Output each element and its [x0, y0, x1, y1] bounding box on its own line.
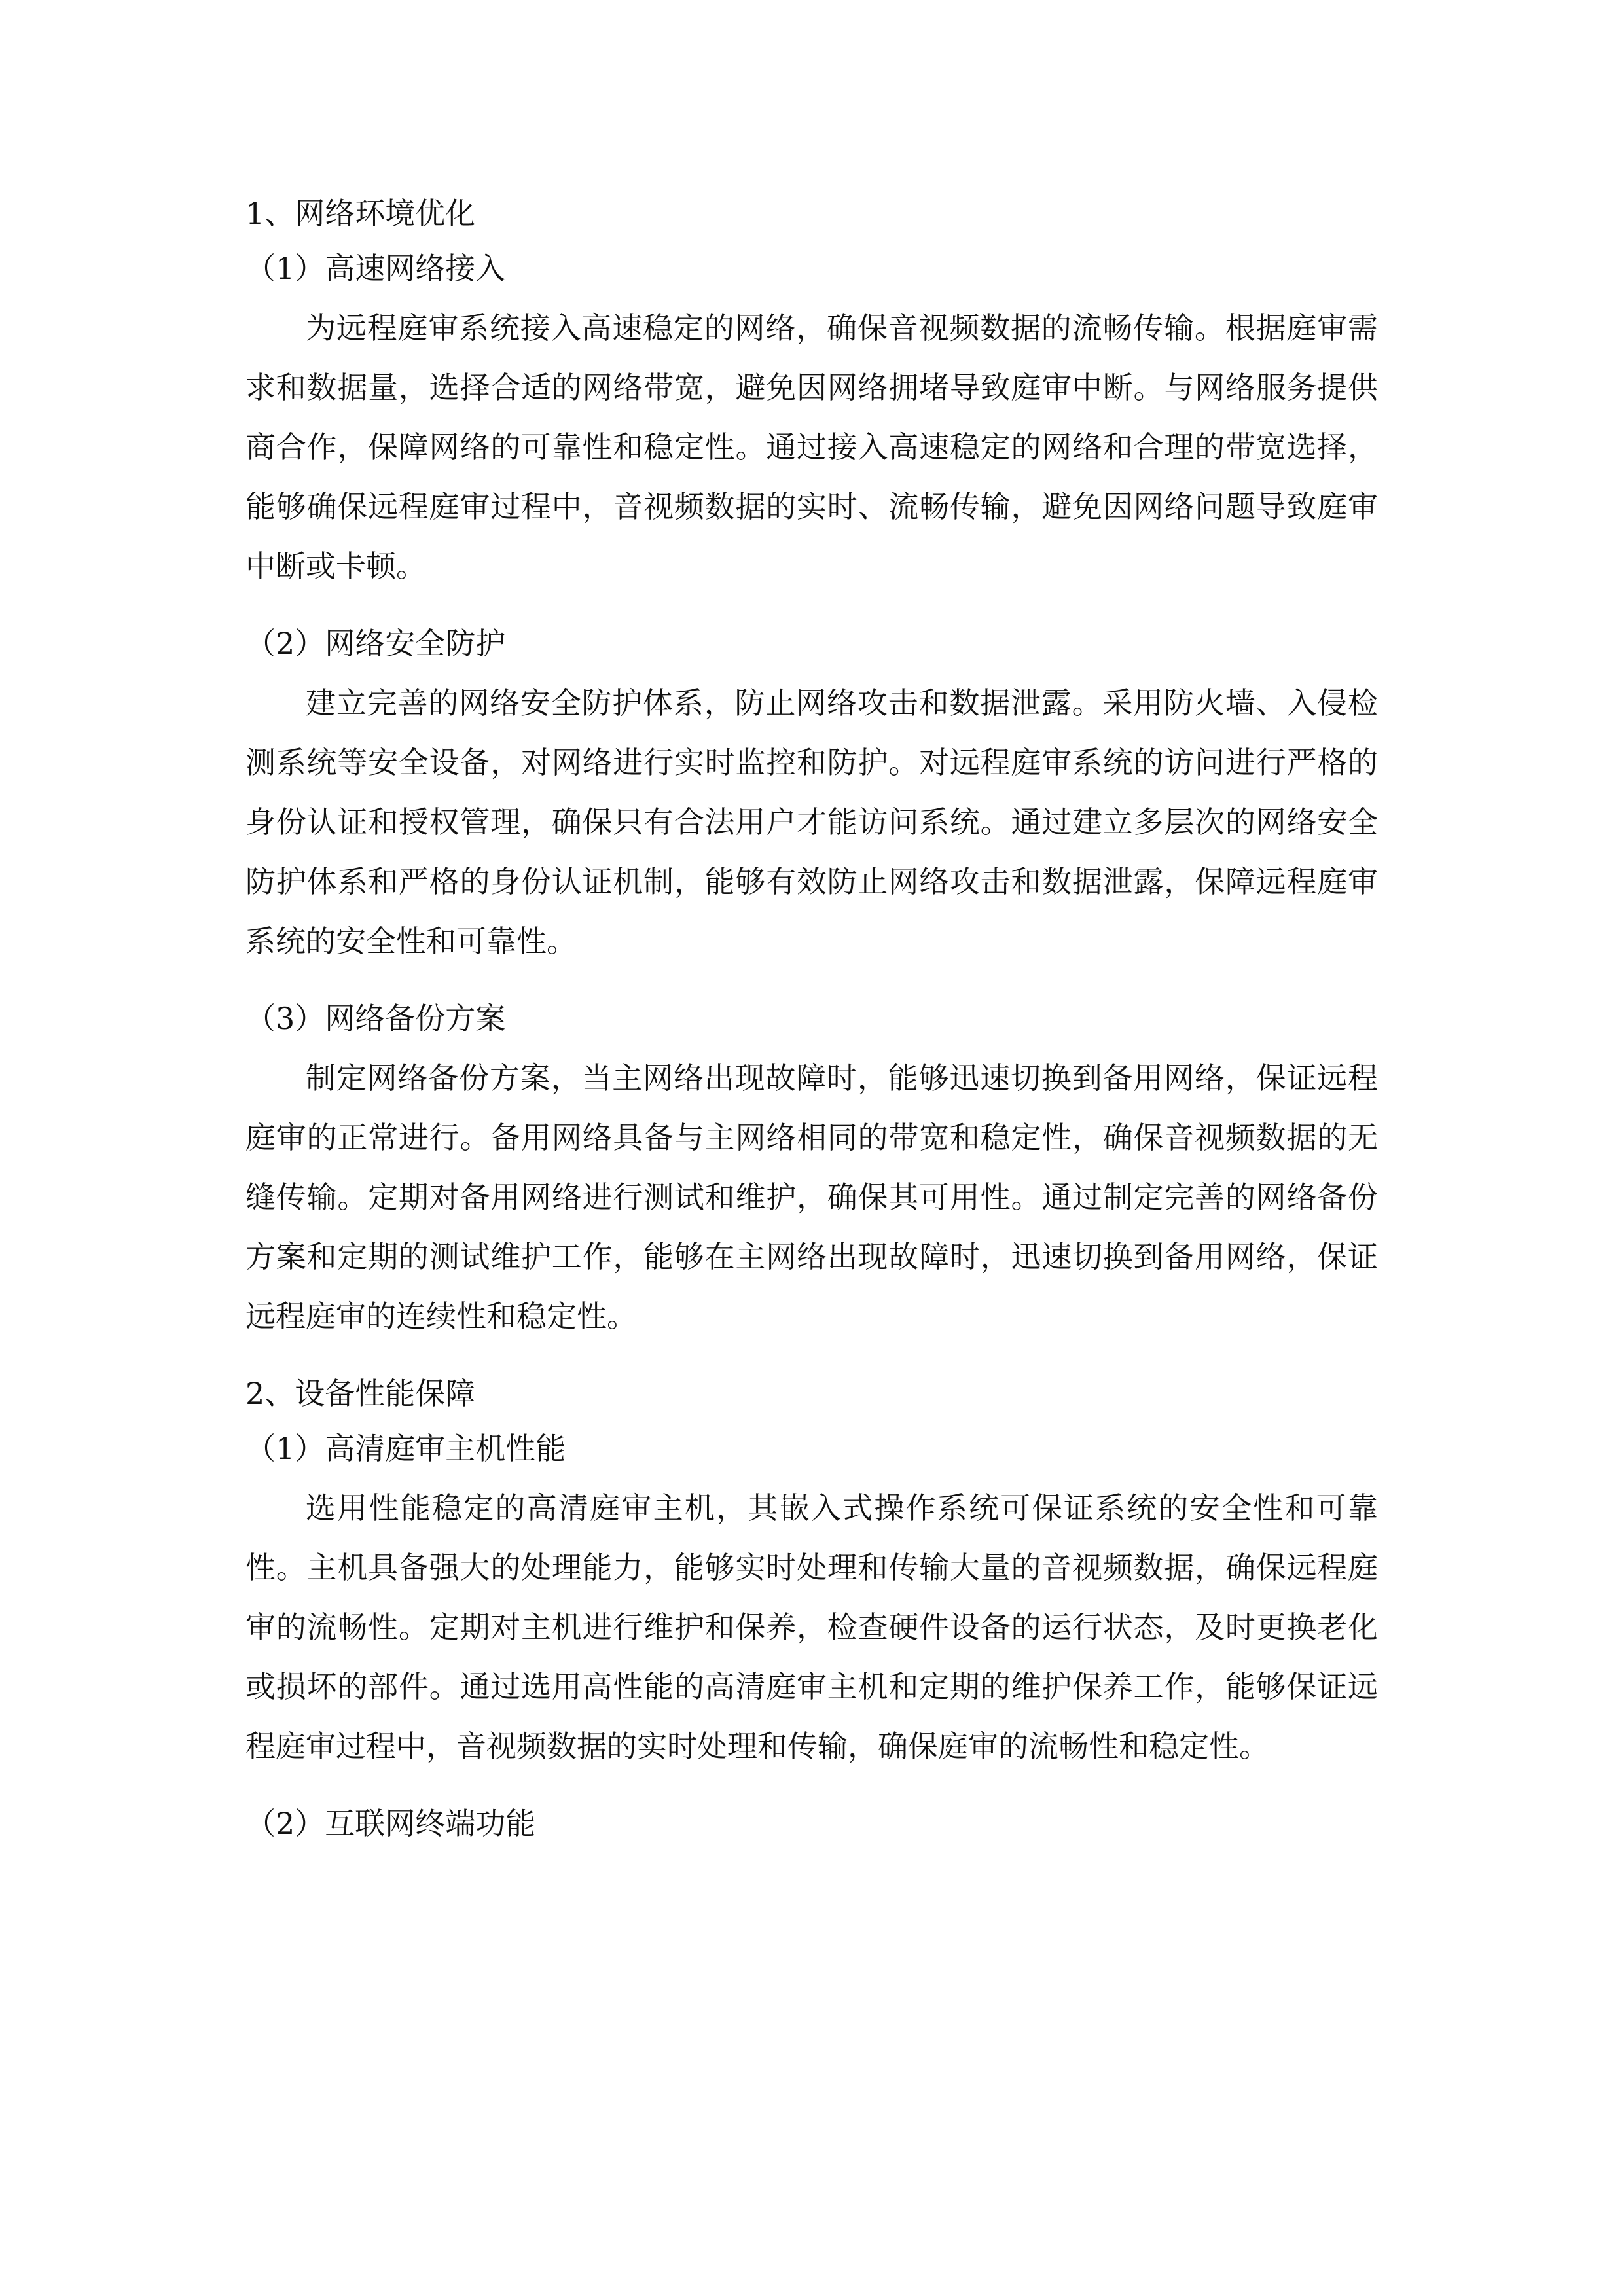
subsection-2-1-body: 选用性能稳定的高清庭审主机，其嵌入式操作系统可保证系统的安全性和可靠性。主机具备强大的处理能力，能够实时处理和传输大量的音视频数据，确保远程庭审的流畅性。定期对主机进行维护和保养，检查硬件设备的运行状态，及时更换老化或损坏的部件。通过选用高性能的高清庭审主机和定期的维护保养工作，能够保证远程庭审过程中，音视频数据的实时处理和传输，确保庭审的流畅性和稳定性。 [245, 1490, 1378, 1764]
document-content [245, 190, 1378, 1854]
subsection-2-1-title: （1）高清庭审主机性能 [245, 1431, 566, 1466]
section-2-title: 2、设备性能保障 [245, 1376, 476, 1411]
subsection-1-1-title: （1）高速网络接入 [245, 251, 506, 286]
subsection-1-2-body: 建立完善的网络安全防护体系，防止网络攻击和数据泄露。采用防火墙、入侵检测系统等安全设备，对网络进行实时监控和防护。对远程庭审系统的访问进行严格的身份认证和授权管理，确保只有合法用户才能访问系统。通过建立多层次的网络安全防护体系和严格的身份认证机制，能够有效防止网络攻击和数据泄露，保障远程庭审系统的安全性和可靠性。 [245, 685, 1378, 959]
subsection-1-3-title: （3）网络备份方案 [245, 1001, 506, 1036]
subsection-2-2-title: （2）互联网终端功能 [245, 1806, 536, 1841]
subsection-1-2-title: （2）网络安全防护 [245, 626, 506, 661]
section-1-title: 1、网络环境优化 [245, 196, 476, 231]
subsection-1-3-body: 制定网络备份方案，当主网络出现故障时，能够迅速切换到备用网络，保证远程庭审的正常进行。备用网络具备与主网络相同的带宽和稳定性，确保音视频数据的无缝传输。定期对备用网络进行测试和维护，确保其可用性。通过制定完善的网络备份方案和定期的测试维护工作，能够在主网络出现故障时，迅速切换到备用网络，保证远程庭审的连续性和稳定性。 [245, 1060, 1378, 1334]
subsection-1-1-body: 为远程庭审系统接入高速稳定的网络，确保音视频数据的流畅传输。根据庭审需求和数据量，选择合适的网络带宽，避免因网络拥堵导致庭审中断。与网络服务提供商合作，保障网络的可靠性和稳定性。通过接入高速稳定的网络和合理的带宽选择，能够确保远程庭审过程中，音视频数据的实时、流畅传输，避免因网络问题导致庭审中断或卡顿。 [245, 310, 1378, 584]
